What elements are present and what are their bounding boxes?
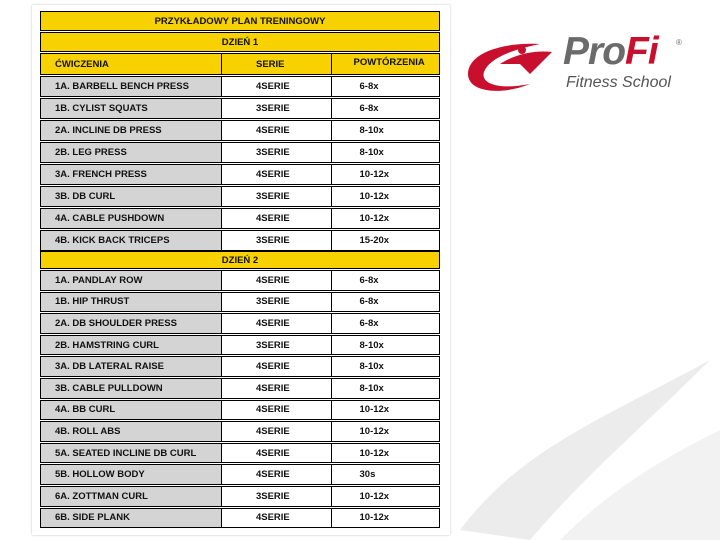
table-row bbox=[40, 208, 440, 229]
day-2-label: DZIEŃ 2 bbox=[221, 254, 259, 266]
sets-cell: 4SERIE bbox=[222, 121, 332, 140]
table-row bbox=[40, 292, 440, 313]
sets-cell: 4SERIE bbox=[222, 422, 332, 441]
reps-cell: 8-10x bbox=[359, 382, 384, 394]
reps-cell: 8-10x bbox=[359, 125, 384, 136]
table-row bbox=[40, 378, 440, 399]
sets-cell: 3SERIE bbox=[222, 487, 332, 506]
sets-cell: 4SERIE bbox=[222, 165, 332, 184]
reps-cell: 10-12x bbox=[359, 404, 390, 416]
header-exercises: ĆWICZENIA bbox=[41, 54, 222, 74]
table-header bbox=[40, 53, 440, 75]
table-row bbox=[40, 120, 440, 141]
table-row bbox=[40, 230, 440, 251]
table-row bbox=[40, 186, 440, 207]
day-1-label: DZIEŃ 1 bbox=[221, 36, 259, 48]
day-1-band bbox=[40, 32, 440, 52]
header-sets: SERIE bbox=[222, 54, 332, 74]
exercise-cell: 2B. LEG PRESS bbox=[41, 143, 222, 162]
table-row bbox=[40, 164, 440, 185]
sets-cell: 4SERIE bbox=[222, 209, 332, 228]
exercise-cell: 5B. HOLLOW BODY bbox=[41, 465, 222, 484]
logo-subtitle: Fitness School bbox=[566, 74, 671, 91]
sets-cell: 4SERIE bbox=[222, 77, 332, 96]
sets-cell: 4SERIE bbox=[222, 379, 332, 398]
plan-title bbox=[40, 11, 440, 31]
exercise-cell: 3B. CABLE PULLDOWN bbox=[41, 379, 222, 398]
reps-cell: 30s bbox=[359, 469, 376, 481]
table-row bbox=[40, 335, 440, 356]
reps-cell: 10-12x bbox=[359, 213, 390, 224]
training-plan-sheet bbox=[32, 5, 450, 535]
reps-cell: 10-12x bbox=[359, 169, 390, 180]
exercise-cell: 3B. DB CURL bbox=[41, 187, 222, 206]
reps-cell: 6-8x bbox=[359, 103, 379, 114]
exercise-cell: 4A. BB CURL bbox=[41, 401, 222, 420]
background-swoosh bbox=[440, 300, 720, 540]
exercise-cell: 2A. DB SHOULDER PRESS bbox=[41, 314, 222, 333]
sets-cell: 3SERIE bbox=[222, 336, 332, 355]
header-reps: POWTÓRZENIA bbox=[332, 54, 439, 74]
table-row bbox=[40, 98, 440, 119]
reps-cell: 6-8x bbox=[359, 274, 379, 286]
sets-cell: 3SERIE bbox=[222, 231, 332, 250]
exercise-cell: 3A. FRENCH PRESS bbox=[41, 165, 222, 184]
table-row bbox=[40, 76, 440, 97]
table-row bbox=[40, 270, 440, 291]
reps-cell: 10-12x bbox=[359, 512, 390, 524]
sets-cell: 4SERIE bbox=[222, 271, 332, 290]
exercise-cell: 1A. BARBELL BENCH PRESS bbox=[41, 77, 222, 96]
table-row bbox=[40, 313, 440, 334]
logo-pro: Pro bbox=[563, 30, 626, 73]
table-row bbox=[40, 421, 440, 442]
exercise-cell: 5A. SEATED INCLINE DB CURL bbox=[41, 444, 222, 463]
sets-cell: 4SERIE bbox=[222, 465, 332, 484]
sets-cell: 4SERIE bbox=[222, 509, 332, 528]
exercise-cell: 6B. SIDE PLANK bbox=[41, 509, 222, 528]
exercise-cell: 4A. CABLE PUSHDOWN bbox=[41, 209, 222, 228]
reps-cell: 8-10x bbox=[359, 147, 384, 158]
sets-cell: 4SERIE bbox=[222, 444, 332, 463]
exercise-cell: 1B. HIP THRUST bbox=[41, 293, 222, 312]
day-2-band bbox=[40, 251, 440, 269]
logo-wordmark bbox=[563, 30, 658, 74]
reps-cell: 10-12x bbox=[359, 425, 390, 437]
reps-cell: 10-12x bbox=[359, 191, 390, 202]
sets-cell: 3SERIE bbox=[222, 99, 332, 118]
table-row bbox=[40, 508, 440, 529]
sets-cell: 3SERIE bbox=[222, 187, 332, 206]
exercise-cell: 2B. HAMSTRING CURL bbox=[41, 336, 222, 355]
reps-cell: 6-8x bbox=[359, 296, 379, 308]
exercise-cell: 1B. CYLIST SQUATS bbox=[41, 99, 222, 118]
reps-cell: 10-12x bbox=[359, 490, 390, 502]
reps-cell: 15-20x bbox=[359, 235, 390, 246]
sets-cell: 4SERIE bbox=[222, 401, 332, 420]
exercise-cell: 1A. PANDLAY ROW bbox=[41, 271, 222, 290]
table-row bbox=[40, 486, 440, 507]
plan-title-text: PRZYKŁADOWY PLAN TRENINGOWY bbox=[154, 15, 326, 27]
logo-fi: Fi bbox=[625, 30, 658, 73]
table-row bbox=[40, 142, 440, 163]
reps-cell: 8-10x bbox=[359, 361, 384, 373]
exercise-cell: 2A. INCLINE DB PRESS bbox=[41, 121, 222, 140]
logo-registered-mark: ® bbox=[676, 38, 682, 47]
reps-cell: 6-8x bbox=[359, 81, 379, 92]
table-row bbox=[40, 464, 440, 485]
exercise-cell: 4B. ROLL ABS bbox=[41, 422, 222, 441]
exercise-cell: 4B. KICK BACK TRICEPS bbox=[41, 231, 222, 250]
table-row bbox=[40, 356, 440, 377]
reps-cell: 10-12x bbox=[359, 447, 390, 459]
reps-cell: 6-8x bbox=[359, 317, 379, 329]
table-row bbox=[40, 443, 440, 464]
sets-cell: 3SERIE bbox=[222, 143, 332, 162]
sets-cell: 3SERIE bbox=[222, 293, 332, 312]
sets-cell: 4SERIE bbox=[222, 314, 332, 333]
table-row bbox=[40, 400, 440, 421]
exercise-cell: 6A. ZOTTMAN CURL bbox=[41, 487, 222, 506]
reps-cell: 8-10x bbox=[359, 339, 384, 351]
sets-cell: 4SERIE bbox=[222, 357, 332, 376]
exercise-cell: 3A. DB LATERAL RAISE bbox=[41, 357, 222, 376]
